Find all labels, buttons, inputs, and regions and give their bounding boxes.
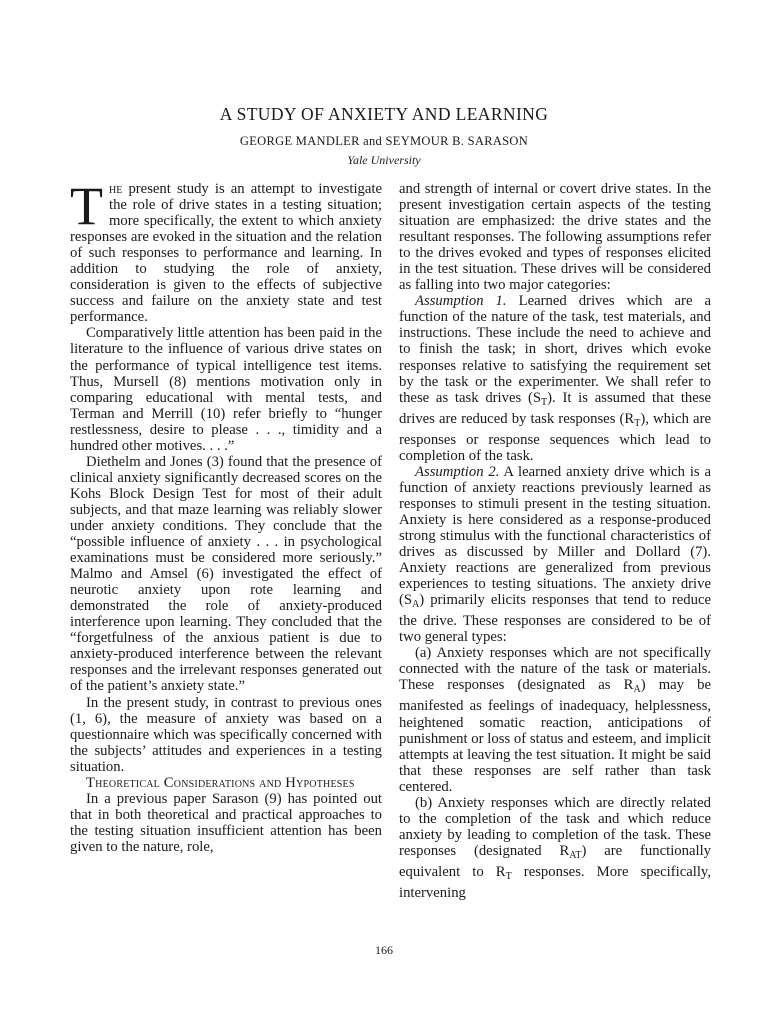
- response-a-text: (a) Anxiety responses which are not specifically connected with the nature of the task or materials. These responses (designated as R: [399, 645, 711, 694]
- response-b-text: ) are functionally equivalent to R: [399, 842, 712, 880]
- subscript: A: [412, 599, 420, 611]
- section-heading: Theoretical Considerations and Hypotheses: [86, 774, 355, 791]
- assumption-2-text: ) primarily elicits responses that tend to reduce the drive. These responses are considered to be of two general types:: [399, 592, 711, 646]
- subscript: T: [634, 417, 641, 429]
- assumption-1-text: ). It is assumed that these drives are reduced by task responses (R: [399, 389, 711, 427]
- paragraph: and strength of internal or covert drive states. In the present investigation certain aspects of the testing situation are emphasized: the drive states and the resultant responses. The following assumptions refer to the drives evoked and types of responses elicited in the test situation. These drives will be considered as falling into two major categories:: [399, 181, 711, 294]
- subscript: AT: [569, 849, 582, 861]
- author-line: GEORGE MANDLER and SEYMOUR B. SARASON: [239, 134, 529, 148]
- response-type-a: [399, 645, 711, 794]
- assumption-1: [399, 293, 711, 463]
- left-column: [70, 176, 382, 855]
- affiliation: Yale University: [347, 153, 421, 167]
- response-b-text: (b) Anxiety responses which are directly related to the completion of the task and which reduce anxiety by leading to completion of the task. These responses (designated R: [399, 794, 711, 859]
- assumption-1-text: ), which are responses or response sequences which lead to completion of the task.: [399, 410, 711, 464]
- response-a-text: ) may be manifested as feelings of inadequacy, helplessness, heightened somatic reaction, anticipations of punishment or loss of status and esteem, and implicit attempts at leaving the test situation. It might be said that these responses are self rather than task centered.: [399, 677, 711, 795]
- opening-smallcaps: he: [109, 181, 123, 197]
- subscript: A: [633, 684, 641, 696]
- opening-paragraph: [70, 176, 382, 326]
- assumption-1-text: Learned drives which are a function of the nature of the task, test materials, and instructions. These include the need to achieve and to finish the task; in short, drives which evoke responses relative to satisfying the requirement set by the task or the experimenter. We shall refer to these as task drives (S: [399, 293, 711, 406]
- page-number: 166: [375, 943, 393, 957]
- assumption-2-label: Assumption 2.: [415, 463, 500, 480]
- subscript: T: [541, 396, 548, 408]
- paragraph: In the present study, in contrast to previous ones (1, 6), the measure of anxiety was based on a questionnaire which was specifically concerned with the subjects’ attitudes and experiences in a testing situation.: [70, 694, 382, 775]
- assumption-2-text: A learned anxiety drive which is a function of anxiety reactions previously learned as responses to stimuli present in the testing situation. Anxiety is here considered as a response-produced strong stimulus with the functional characteristics of drives as discussed by Miller and Dollard (7). Anxiety reactions are generalized from previous experiences to testing situations. The anxiety drive (S: [399, 463, 711, 609]
- drop-cap: T: [70, 176, 103, 236]
- assumption-2: [399, 464, 711, 646]
- opening-text: present study is an attempt to investigate the role of drive states in a testing situation; more specifically, the extent to which anxiety responses are evoked in the situation and the relation of such responses to performance and learning. In addition to studying the role of anxiety, consideration is given to the effects of subjective success and failure on the anxiety state and test performance.: [70, 181, 382, 326]
- assumption-1-label: Assumption 1.: [415, 293, 507, 310]
- response-b-text: responses. More specifically, intervening: [399, 863, 711, 901]
- paragraph: In a previous paper Sarason (9) has pointed out that in both theoretical and practical approaches to the testing situation insufficient attention has been given to the nature, role,: [70, 790, 382, 855]
- subscript: T: [505, 870, 512, 882]
- right-column: [399, 181, 711, 901]
- response-type-b: [399, 795, 711, 901]
- paragraph: Comparatively little attention has been paid in the literature to the influence of various drive states on the performance of typical intelligence test items. Thus, Mursell (8) mentions motivation only in comparing educational with mental tests, and Terman and Merrill (10) refer briefly to “hunger restlessness, desire to please . . ., timidity and a hundred other motives. . . .”: [70, 325, 382, 454]
- paragraph: Diethelm and Jones (3) found that the presence of clinical anxiety significantly decreased scores on the Kohs Block Design Test for most of their adult subjects, and that maze learning was reliably slower under anxiety conditions. They conclude that the “possible influence of anxiety . . . in psychological examinations must be considered more seriously.” Malmo and Amsel (6) investigated the effect of neurotic anxiety upon rote learning and demonstrated the role of anxiety-produced interference upon learning. They concluded that the “forgetfulness of the anxious patient is due to anxiety-produced interference between the relevant responses and the irrelevant responses generated out of the patient’s anxiety state.”: [70, 453, 382, 695]
- article-title: A STUDY OF ANXIETY AND LEARNING: [219, 104, 549, 124]
